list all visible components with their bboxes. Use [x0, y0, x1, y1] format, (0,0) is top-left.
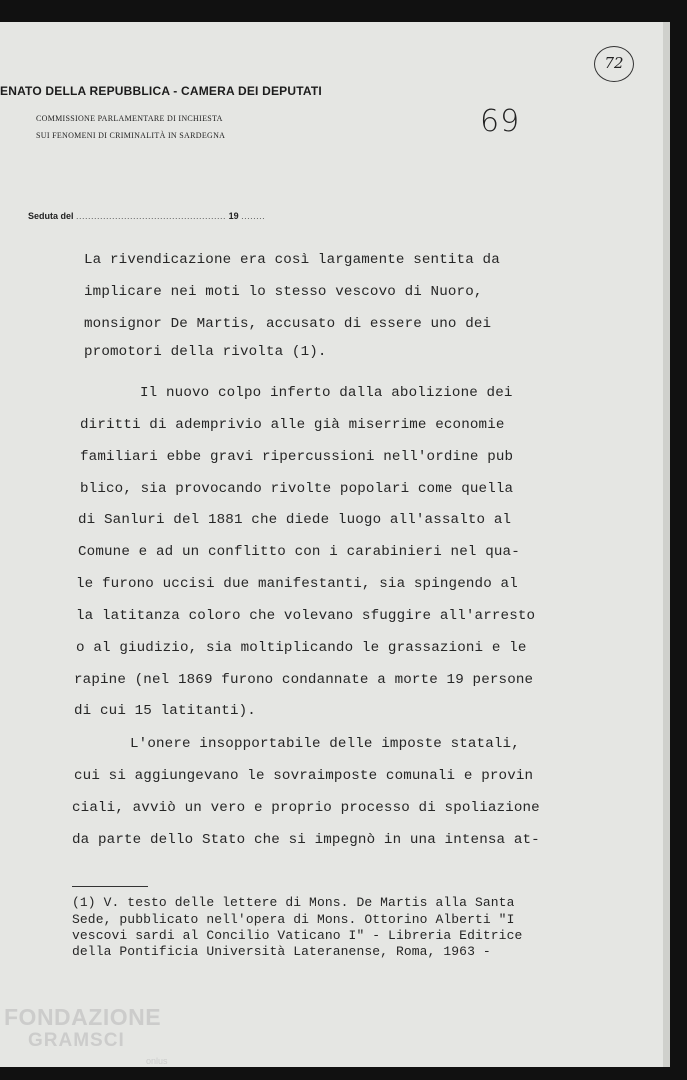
body-line: promotori della rivolta (1). — [84, 344, 327, 360]
body-line: la latitanza coloro che volevano sfuggire all'arresto — [76, 608, 536, 624]
body-line: L'onere insopportabile delle imposte statali, — [130, 736, 520, 752]
body-line: cui si aggiungevano le sovraimposte comunali e provin — [74, 768, 534, 784]
body-line: rapine (nel 1869 furono condannate a morte 19 persone — [74, 672, 534, 688]
letterhead-title: ENATO DELLA REPUBBLICA - CAMERA DEI DEPUTATI — [0, 84, 322, 98]
body-line: blico, sia provocando rivolte popolari come quella — [80, 481, 514, 497]
body-line: da parte dello Stato che si impegnò in una intensa at- — [72, 832, 540, 848]
watermark-fondazione: FONDAZIONE — [4, 1004, 162, 1030]
body-line: di Sanluri del 1881 che diede luogo all'assalto al — [78, 512, 512, 528]
watermark-gramsci: GRAMSCI — [28, 1030, 125, 1051]
seduta-line — [28, 211, 265, 221]
archive-stamp: 72 — [594, 46, 634, 82]
body-line: Il nuovo colpo inferto dalla abolizione dei — [140, 385, 513, 401]
body-line: familiari ebbe gravi ripercussioni nell'ordine pub — [80, 449, 514, 465]
body-line: implicare nei moti lo stesso vescovo di Nuoro, — [84, 284, 483, 300]
letterhead-subtitle-1: COMMISSIONE PARLAMENTARE DI INCHIESTA — [36, 114, 223, 123]
footnote-line: vescovi sardi al Concilio Vaticano I" - Libreria Editrice — [72, 928, 523, 943]
seduta-year-dots: ........ — [241, 211, 266, 221]
page-edge — [663, 22, 670, 1067]
body-line: La rivendicazione era così largamente sentita da — [84, 252, 500, 268]
body-line: monsignor De Martis, accusato di essere uno dei — [84, 316, 492, 332]
seduta-label: Seduta del — [28, 211, 74, 221]
body-line: diritti di ademprivio alle già miserrime economie — [80, 417, 505, 433]
seduta-year: 19 — [228, 211, 239, 221]
body-line: Comune e ad un conflitto con i carabinieri nel qua- — [78, 544, 520, 560]
body-line: di cui 15 latitanti). — [74, 703, 256, 719]
seduta-dots: .................................................. — [76, 211, 227, 221]
footnote-line: della Pontificia Università Lateranense, Roma, 1963 - — [72, 944, 491, 959]
body-line: le furono uccisi due manifestanti, sia spingendo al — [76, 576, 518, 592]
footnote-line: Sede, pubblicato nell'opera di Mons. Ottorino Alberti "I — [72, 912, 515, 927]
body-line: ciali, avviò un vero e proprio processo di spoliazione — [72, 800, 540, 816]
letterhead-subtitle-2: SUI FENOMENI DI CRIMINALITÀ IN SARDEGNA — [36, 131, 226, 140]
footnote-separator — [72, 886, 148, 887]
watermark-onlus: onlus — [146, 1056, 168, 1066]
footnote-line: (1) V. testo delle lettere di Mons. De Martis alla Santa — [72, 895, 515, 910]
page-number: 69 — [480, 104, 521, 139]
body-line: o al giudizio, sia moltiplicando le grassazioni e le — [76, 640, 527, 656]
